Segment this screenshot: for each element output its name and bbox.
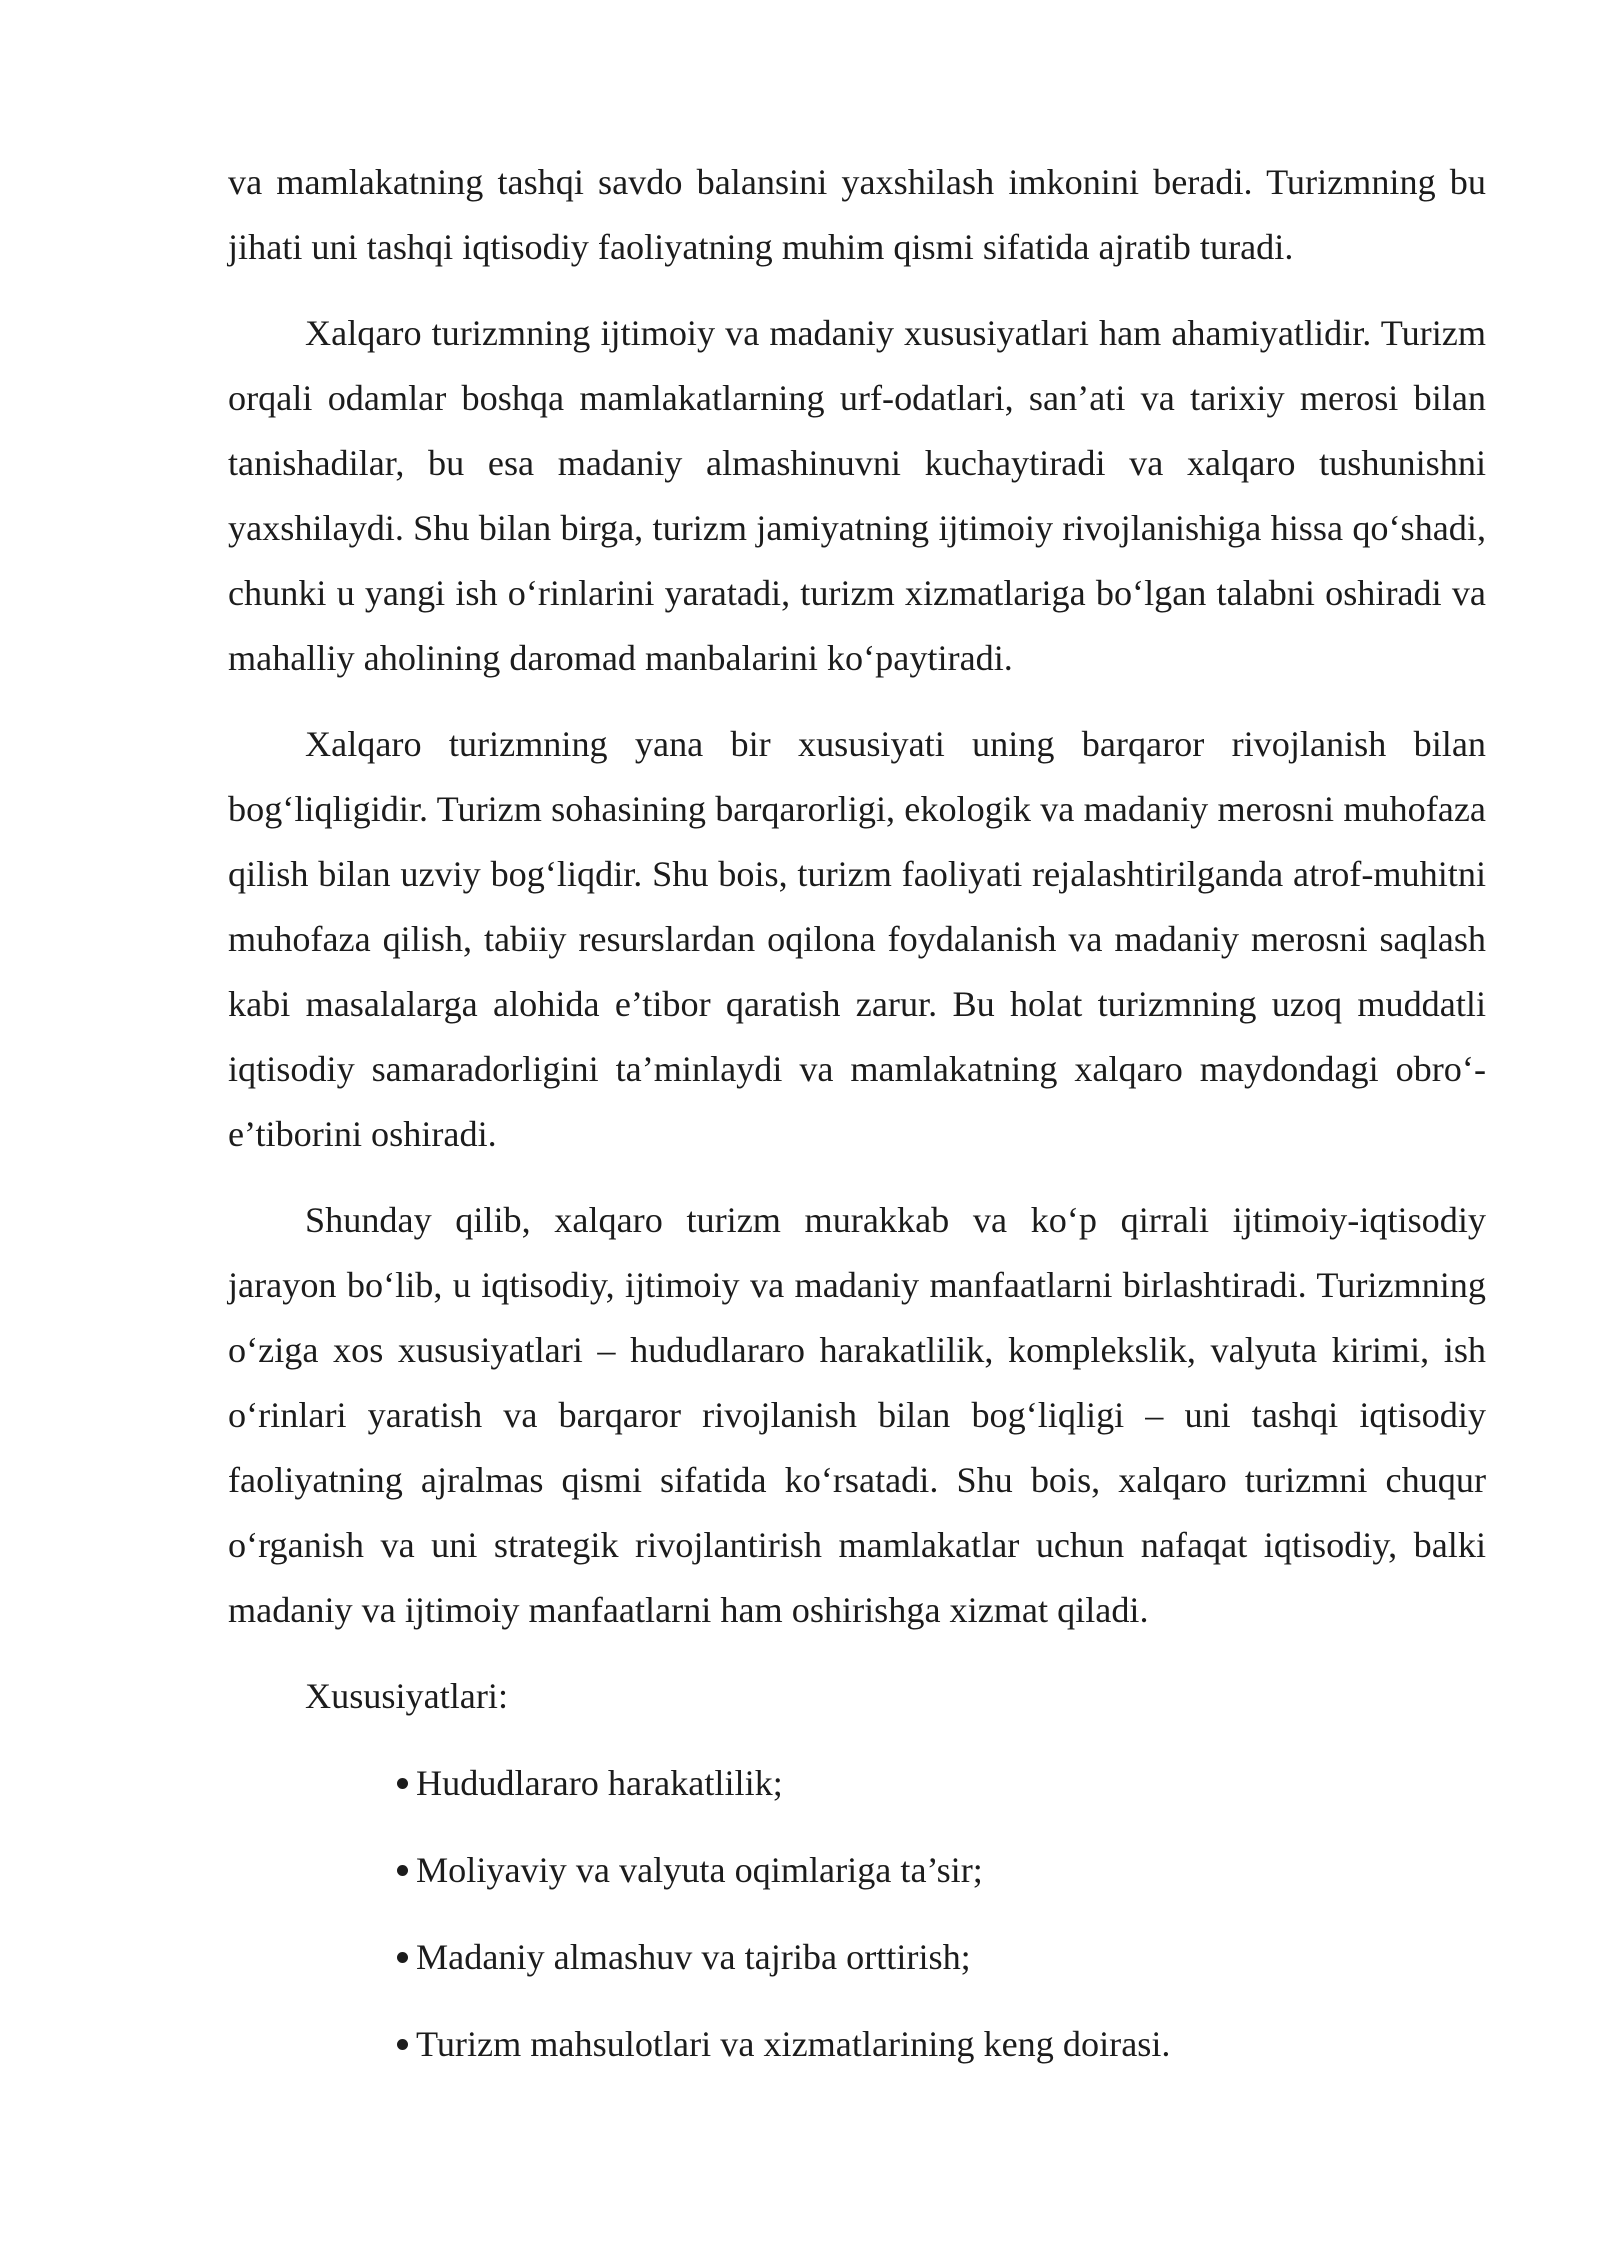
bullet-icon	[397, 1778, 408, 1789]
list-item	[397, 1751, 1486, 1816]
list-item-text: Hududlararo harakatlilik;	[416, 1763, 783, 1803]
paragraph-1: va mamlakatning tashqi savdo balansini yaxshilash imkonini beradi. Turizmning bu jihati uni tashqi iqtisodiy faoliyatning muhim qismi sifatida ajratib turadi.	[228, 162, 1486, 267]
paragraph-4: Shunday qilib, xalqaro turizm murakkab va ko‘p qirrali ijtimoiy-iqtisodiy jarayon bo‘lib, u iqtisodiy, ijtimoiy va madaniy manfaatlarni birlashtiradi. Turizmning o‘ziga xos xususiyatlari – hududlararo harakatlilik, komplekslik, valyuta kirimi, ish o‘rinlari yaratish va barqaror rivojlanish bilan bog‘liqligi – uni tashqi iqtisodiy faoliyatning ajralmas qismi sifatida ko‘rsatadi. Shu bois, xalqaro turizmni chuqur o‘rganish va uni strategik rivojlantirish mamlakatlar uchun nafaqat iqtisodiy, balki madaniy va ijtimoiy manfaatlarni ham oshirishga xizmat qiladi.	[228, 1200, 1486, 1630]
bullet-icon	[397, 1952, 408, 1963]
list-item	[397, 1925, 1486, 1990]
paragraph-3: Xalqaro turizmning yana bir xususiyati uning barqaror rivojlanish bilan bog‘liqligidir. Turizm sohasining barqarorligi, ekologik va madaniy merosni muhofaza qilish bilan uzviy bog‘liqdir. Shu bois, turizm faoliyati rejalashtirilganda atrof-muhitni muhofaza qilish, tabiiy resurslardan oqilona foydalanish va madaniy merosni saqlash kabi masalalarga alohida e’tibor qaratish zarur. Bu holat turizmning uzoq muddatli iqtisodiy samaradorligini ta’minlaydi va mamlakatning xalqaro maydondagi obro‘-e’tiborini oshiradi.	[228, 724, 1486, 1154]
bullet-icon	[397, 1865, 408, 1876]
list-item-text: Madaniy almashuv va tajriba orttirish;	[416, 1937, 971, 1977]
list-item	[397, 1838, 1486, 1903]
features-list	[228, 1751, 1486, 2077]
list-item-text: Moliyaviy va valyuta oqimlariga ta’sir;	[416, 1850, 983, 1890]
document-page	[228, 150, 1486, 2099]
paragraph-2: Xalqaro turizmning ijtimoiy va madaniy xususiyatlari ham ahamiyatlidir. Turizm orqali odamlar boshqa mamlakatlarning urf-odatlari, san’ati va tarixiy merosi bilan tanishadilar, bu esa madaniy almashinuvni kuchaytiradi va xalqaro tushunishni yaxshilaydi. Shu bilan birga, turizm jamiyatning ijtimoiy rivojlanishiga hissa qo‘shadi, chunki u yangi ish o‘rinlarini yaratadi, turizm xizmatlariga bo‘lgan talabni oshiradi va mahalliy aholining daromad manbalarini ko‘paytiradi.	[228, 313, 1486, 678]
list-item-text: Turizm mahsulotlari va xizmatlarining keng doirasi.	[416, 2024, 1171, 2064]
list-item	[397, 2012, 1486, 2077]
list-heading: Xususiyatlari:	[305, 1676, 509, 1716]
bullet-icon	[397, 2039, 408, 2050]
